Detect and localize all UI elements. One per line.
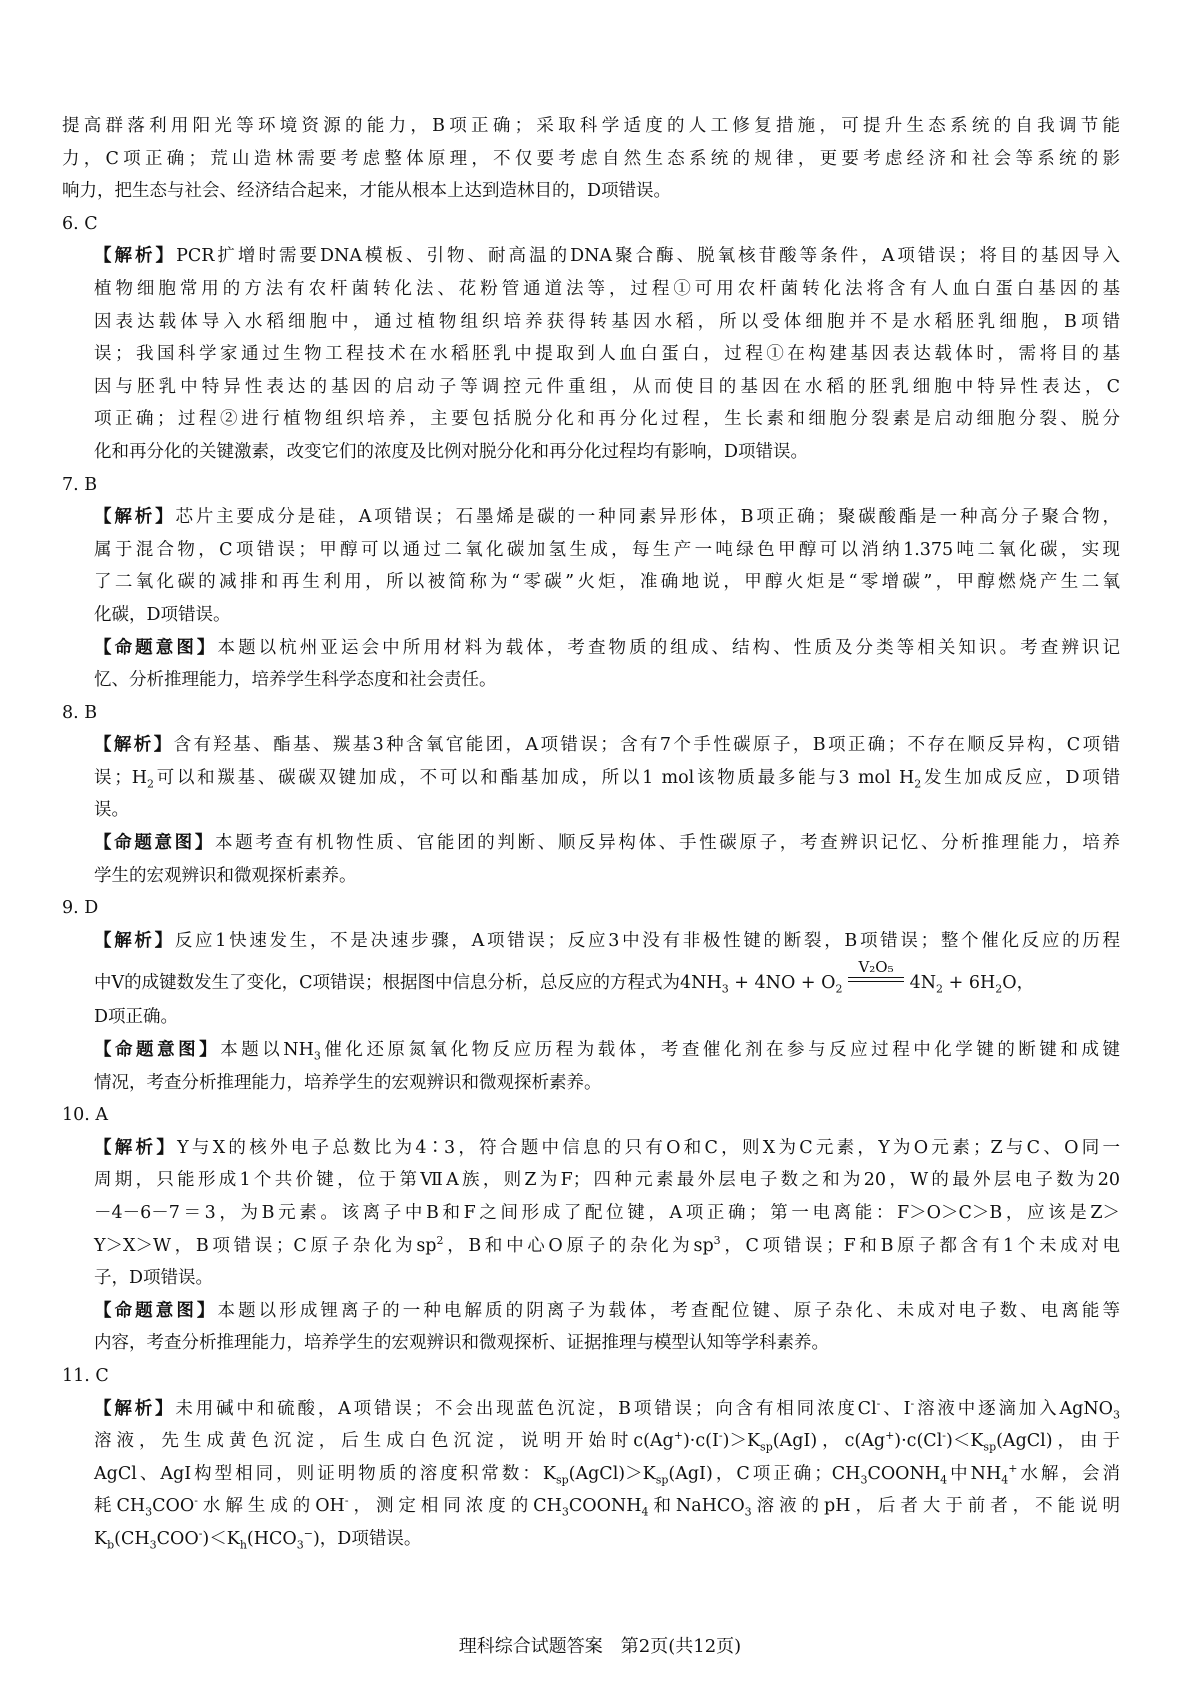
text-line: －4－6－7＝3，为B元素。该离子中B和F之间形成了配位键，A项正确；第一电离能：F＞O＞C＞B，应该是Z＞ bbox=[94, 1203, 1120, 1223]
text-line: 【命题意图】本题以形成锂离子的一种电解质的阴离子为载体，考查配位键、原子杂化、未成对电子数、电离能等 bbox=[94, 1300, 1121, 1321]
text-line: 响力，把生态与社会、经济结合起来，才能从根本上达到造林目的，D项错误。 bbox=[62, 181, 672, 202]
text-line: 项正确；过程②进行植物组织培养，主要包括脱分化和再分化过程，生长素和细胞分裂素是启动细胞分裂、脱分 bbox=[94, 409, 1120, 430]
question-number: 7. B bbox=[62, 474, 98, 495]
answer-page bbox=[62, 110, 1120, 1556]
text-line: $K_b(CH_3COO^-)<K_h(HCO_3^-)$，D项错误。 bbox=[94, 1527, 422, 1552]
text-line: 学生的宏观辨识和微观探析素养。 bbox=[94, 865, 357, 886]
text-line: 了二氧化碳的减排和再生利用，所以被简称为“零碳”火炬，准确地说，甲醇火炬是“零增碳”，甲醇燃烧产生二氧 bbox=[94, 572, 1120, 593]
intent-label: 【命题意图】 bbox=[94, 637, 218, 658]
analysis-label: 【解析】 bbox=[94, 1398, 176, 1419]
question-number: 6. C bbox=[62, 213, 98, 234]
text-line: 误；$H_2$可以和羰基、碳碳双键加成，不可以和酯基加成，所以1 mol该物质最多能与3 mol $H_2$发生加成反应，D项错 bbox=[94, 767, 1121, 791]
text-line: 【解析】芯片主要成分是硅，A项错误；石墨烯是碳的一种同素异形体，B项正确；聚碳酸酯是一种高分子聚合物， bbox=[94, 507, 1121, 528]
text-line: 【命题意图】本题考查有机物性质、官能团的判断、顺反异构体、手性碳原子，考查辨识记忆、分析推理能力，培养 bbox=[94, 833, 1121, 854]
text-line: 耗$CH_3COO^-$水解生成的OH-，测定相同浓度的$CH_3COONH_4$和NaHCO$_3$溶液的pH，后者大于前者，不能说明 bbox=[94, 1494, 1121, 1519]
text-line: 【命题意图】本题以$NH_3$催化还原氮氧化物反应历程为载体，考查催化剂在参与反应过程中化学键的断键和成键 bbox=[94, 1040, 1121, 1063]
text-line: 忆、分析推理能力，培养学生科学态度和社会责任。 bbox=[94, 670, 497, 691]
equation-line: 中V的成键数发生了变化，C项错误；根据图中信息分析，总反应的方程式为$4NH_3 + 4NO + O_2$ V₂O₅ $4N_2 + 6H_2O$， bbox=[94, 958, 1035, 996]
text-line: D项正确。 bbox=[94, 1007, 179, 1028]
text-line: 子，D项错误。 bbox=[94, 1268, 214, 1289]
text-line: 【解析】未用碱中和硫酸，A项错误；不会出现蓝色沉淀，B项错误；向含有相同浓度Cl-、I-溶液中逐滴加入AgNO$_3$ bbox=[94, 1396, 1120, 1422]
intent-label: 【命题意图】 bbox=[94, 1300, 218, 1321]
text-line: 植物细胞常用的方法有农杆菌转化法、花粉管通道法等，过程①可用农杆菌转化法将含有人血白蛋白基因的基 bbox=[94, 278, 1120, 299]
analysis-label: 【解析】 bbox=[94, 507, 176, 528]
text-line: 力，C项正确；荒山造林需要考虑整体原理，不仅要考虑自然生态系统的规律，更要考虑经济和社会等系统的影 bbox=[62, 148, 1120, 169]
text-line: 【解析】Y与X的核外电子总数比为4∶3，符合题中信息的只有O和C，则X为C元素，Y为O元素；Z与C、O同一 bbox=[94, 1137, 1120, 1158]
text-line: 化和再分化的关键激素，改变它们的浓度及比例对脱分化和再分化过程均有影响，D项错误。 bbox=[94, 441, 809, 462]
question-number: 9. D bbox=[62, 898, 99, 919]
text-line: AgCl、AgI构型相同，则证明物质的溶度积常数：$K_{sp}(AgCl)>K_{sp}(AgI)$，C项正确；$CH_3COONH_4$中$NH_4^+$水解，会消 bbox=[94, 1461, 1121, 1487]
text-line: 误；我国科学家通过生物工程技术在水稻胚乳中提取到人血白蛋白，过程①在构建基因表达载体时，需将目的基 bbox=[94, 344, 1120, 365]
catalyst-equals bbox=[848, 958, 904, 988]
text-line: 误。 bbox=[94, 800, 129, 821]
equals-sign bbox=[848, 977, 904, 982]
analysis-label: 【解析】 bbox=[94, 246, 177, 267]
page-footer: 理科综合试题答案 第2页(共12页) bbox=[458, 1636, 742, 1657]
analysis-label: 【解析】 bbox=[94, 735, 174, 756]
analysis-label: 【解析】 bbox=[94, 1137, 178, 1158]
text-line: 因与胚乳中特异性表达的基因的启动子等调控元件重组，从而使目的基因在水稻的胚乳细胞中特异性表达，C bbox=[94, 376, 1120, 397]
catalyst-label: V₂O₅ bbox=[858, 958, 894, 977]
question-number: 8. B bbox=[62, 702, 98, 723]
text-line: 提高群落利用阳光等环境资源的能力，B项正确；采取科学适度的人工修复措施，可提升生态系统的自我调节能 bbox=[62, 116, 1120, 136]
text-line: 【解析】PCR扩增时需要DNA模板、引物、耐高温的DNA聚合酶、脱氧核苷酸等条件，A项错误；将目的基因导入 bbox=[94, 246, 1121, 267]
text-line: 【解析】含有羟基、酯基、羰基3种含氧官能团，A项错误；含有7个手性碳原子，B项正确；不存在顺反异构，C项错 bbox=[94, 735, 1121, 756]
text-line: 因表达载体导入水稻细胞中，通过植物组织培养获得转基因水稻，所以受体细胞并不是水稻胚乳细胞，B项错 bbox=[94, 311, 1120, 332]
analysis-label: 【解析】 bbox=[94, 930, 175, 951]
text-line: Y＞X＞W，B项错误；C原子杂化为$sp^2$，B和中心O原子的杂化为$sp^3$，C项错误；F和B原子都含有1个未成对电 bbox=[94, 1233, 1120, 1256]
text-line: 化碳，D项错误。 bbox=[94, 604, 231, 625]
text-line: 属于混合物，C项错误；甲醇可以通过二氧化碳加氢生成，每生产一吨绿色甲醇可以消纳1.375吨二氧化碳，实现 bbox=[94, 539, 1120, 560]
text-line: 【解析】反应1快速发生，不是决速步骤，A项错误；反应3中没有非极性键的断裂，B项错误；整个催化反应的历程 bbox=[94, 930, 1120, 951]
question-number: 11. C bbox=[62, 1365, 109, 1386]
text-line: 【命题意图】本题以杭州亚运会中所用材料为载体，考查物质的组成、结构、性质及分类等相关知识。考查辨识记 bbox=[94, 637, 1121, 658]
text-line: 内容，考查分析推理能力，培养学生的宏观辨识和微观探析、证据推理与模型认知等学科素养。 bbox=[94, 1333, 829, 1354]
text-line: 周期，只能形成1个共价键，位于第ⅦA族，则Z为F；四种元素最外层电子数之和为20，W的最外层电子数为20 bbox=[94, 1170, 1120, 1191]
intent-label: 【命题意图】 bbox=[94, 1040, 221, 1061]
intent-label: 【命题意图】 bbox=[94, 833, 216, 854]
question-number: 10. A bbox=[62, 1105, 109, 1126]
text-line: 溶液，先生成黄色沉淀，后生成白色沉淀，说明开始时$c(Ag^+)\cdot c(I^-)>K_{sp}(AgI)$，$c(Ag^+)\cdot c(Cl^-)<K_{sp}(AgCl)$，由于 bbox=[94, 1429, 1121, 1454]
text-line: 情况，考查分析推理能力，培养学生的宏观辨识和微观探析素养。 bbox=[94, 1072, 602, 1093]
